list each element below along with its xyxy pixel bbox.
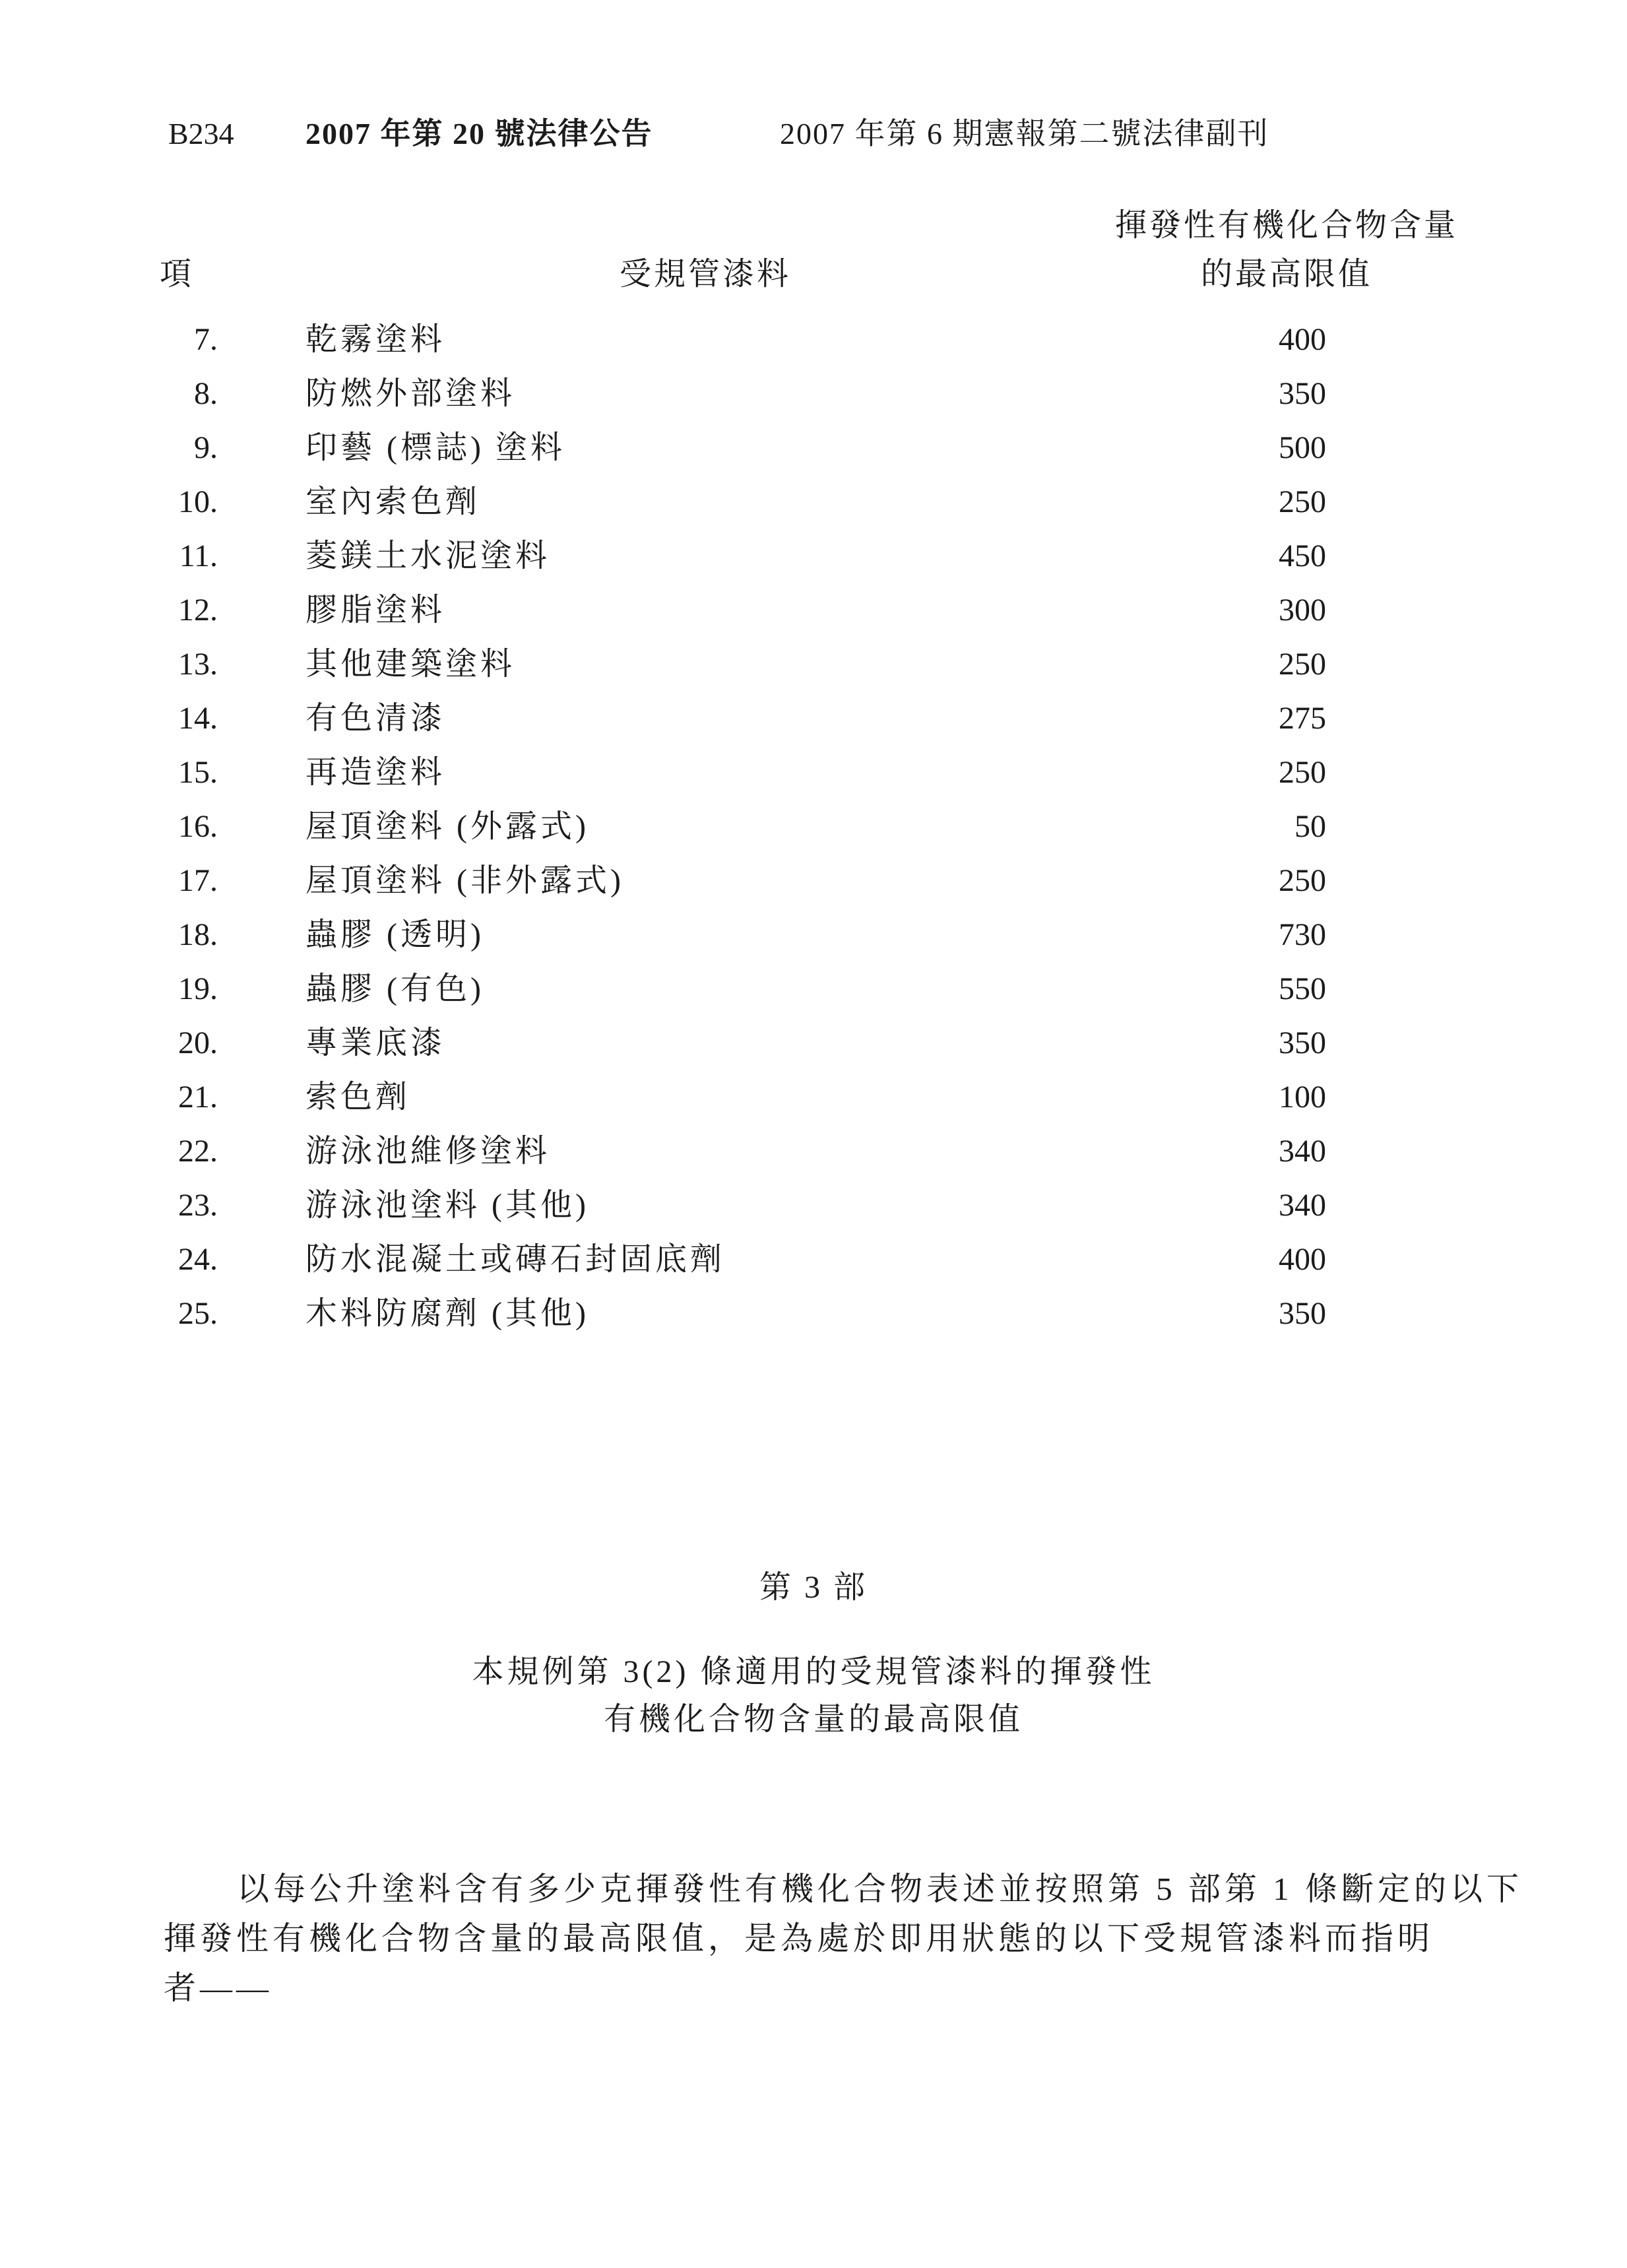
row-item-number: 13.: [178, 647, 218, 682]
table-row: [0, 540, 1627, 595]
row-voc-limit: 350: [1279, 376, 1326, 411]
row-paint-name: 蟲膠 (透明): [305, 917, 484, 952]
row-paint-name: 索色劑: [305, 1080, 411, 1115]
table-row: [0, 649, 1627, 703]
row-item-number: 22.: [178, 1134, 218, 1169]
row-paint-name: 游泳池塗料 (其他): [305, 1188, 589, 1223]
column-header-voc-limit-line1: 揮發性有機化合物含量: [1115, 208, 1459, 243]
table-row: [0, 1082, 1627, 1136]
part-3-paragraph: [164, 1864, 1523, 2013]
voc-limits-table: [0, 324, 1627, 1352]
row-item-number: 24.: [178, 1242, 218, 1277]
column-header-voc-limit-line2: 的最高限值: [1200, 257, 1372, 292]
row-item-number: 23.: [178, 1188, 218, 1223]
row-voc-limit: 300: [1279, 593, 1326, 628]
row-paint-name: 乾霧塗料: [305, 322, 446, 357]
row-paint-name: 防燃外部塗料: [305, 376, 516, 411]
row-paint-name: 印藝 (標誌) 塗料: [305, 430, 565, 465]
row-item-number: 7.: [194, 322, 218, 357]
row-paint-name: 菱鎂土水泥塗料: [305, 538, 551, 573]
paragraph-line: 者——: [164, 1970, 273, 2006]
row-paint-name: 膠脂塗料: [305, 593, 446, 628]
column-header-regulated-paint: 受規管漆料: [620, 257, 792, 292]
row-voc-limit: 250: [1279, 484, 1326, 519]
part-3-title-line2: 有機化合物含量的最高限值: [603, 1702, 1023, 1737]
paragraph-line: 以每公升塗料含有多少克揮發性有機化合物表述並按照第 5 部第 1 條斷定的以下: [237, 1871, 1523, 1907]
table-row: [0, 973, 1627, 1027]
row-item-number: 19.: [178, 971, 218, 1006]
table-row: [0, 595, 1627, 649]
table-row: [0, 1298, 1627, 1352]
row-item-number: 18.: [178, 917, 218, 952]
row-paint-name: 室內索色劑: [305, 484, 481, 519]
table-row: [0, 1190, 1627, 1244]
row-paint-name: 游泳池維修塗料: [305, 1134, 551, 1169]
table-row: [0, 1244, 1627, 1298]
row-item-number: 25.: [178, 1296, 218, 1331]
row-paint-name: 再造塗料: [305, 755, 446, 790]
row-voc-limit: 340: [1279, 1134, 1326, 1169]
row-voc-limit: 500: [1279, 430, 1326, 465]
table-row: [0, 919, 1627, 973]
header-gazette-supplement: 2007 年第 6 期憲報第二號法律副刊: [780, 117, 1269, 150]
row-paint-name: 專業底漆: [305, 1025, 446, 1060]
row-voc-limit: 550: [1279, 971, 1326, 1006]
row-item-number: 8.: [194, 376, 218, 411]
page-number: B234: [168, 117, 234, 150]
row-voc-limit: 100: [1279, 1080, 1326, 1115]
table-row: [0, 757, 1627, 811]
part-3-heading: 第 3 部: [759, 1570, 868, 1605]
row-voc-limit: 275: [1279, 701, 1326, 736]
row-paint-name: 木料防腐劑 (其他): [305, 1296, 589, 1331]
table-row: [0, 1027, 1627, 1082]
row-voc-limit: 400: [1279, 322, 1326, 357]
row-voc-limit: 250: [1279, 755, 1326, 790]
row-voc-limit: 350: [1279, 1296, 1326, 1331]
table-row: [0, 432, 1627, 486]
row-paint-name: 防水混凝土或磚石封固底劑: [305, 1242, 726, 1277]
row-item-number: 9.: [194, 430, 218, 465]
row-voc-limit: 250: [1279, 863, 1326, 898]
table-row: [0, 1136, 1627, 1190]
row-paint-name: 有色清漆: [305, 701, 446, 736]
table-row: [0, 703, 1627, 757]
column-header-item: 項: [160, 257, 195, 292]
header-legal-notice: 2007 年第 20 號法律公告: [305, 117, 653, 150]
part-3-title-line1: 本規例第 3(2) 條適用的受規管漆料的揮發性: [472, 1654, 1155, 1689]
table-row: [0, 324, 1627, 378]
row-voc-limit: 250: [1279, 647, 1326, 682]
row-item-number: 11.: [179, 538, 218, 573]
row-paint-name: 蟲膠 (有色): [305, 971, 484, 1006]
row-paint-name: 屋頂塗料 (非外露式): [305, 863, 624, 898]
row-voc-limit: 450: [1279, 538, 1326, 573]
paragraph-line: 揮發性有機化合物含量的最高限值，是為處於即用狀態的以下受規管漆料而指明: [164, 1920, 1434, 1957]
row-item-number: 16.: [178, 809, 218, 844]
row-voc-limit: 50: [1294, 809, 1326, 844]
row-item-number: 17.: [178, 863, 218, 898]
row-item-number: 12.: [178, 593, 218, 628]
row-paint-name: 屋頂塗料 (外露式): [305, 809, 589, 844]
table-row: [0, 378, 1627, 432]
row-item-number: 20.: [178, 1025, 218, 1060]
table-row: [0, 865, 1627, 919]
row-item-number: 21.: [178, 1080, 218, 1115]
row-item-number: 14.: [178, 701, 218, 736]
row-voc-limit: 340: [1279, 1188, 1326, 1223]
row-voc-limit: 730: [1279, 917, 1326, 952]
row-item-number: 15.: [178, 755, 218, 790]
table-row: [0, 486, 1627, 540]
row-paint-name: 其他建築塗料: [305, 647, 516, 682]
row-item-number: 10.: [178, 484, 218, 519]
table-row: [0, 811, 1627, 865]
row-voc-limit: 400: [1279, 1242, 1326, 1277]
row-voc-limit: 350: [1279, 1025, 1326, 1060]
